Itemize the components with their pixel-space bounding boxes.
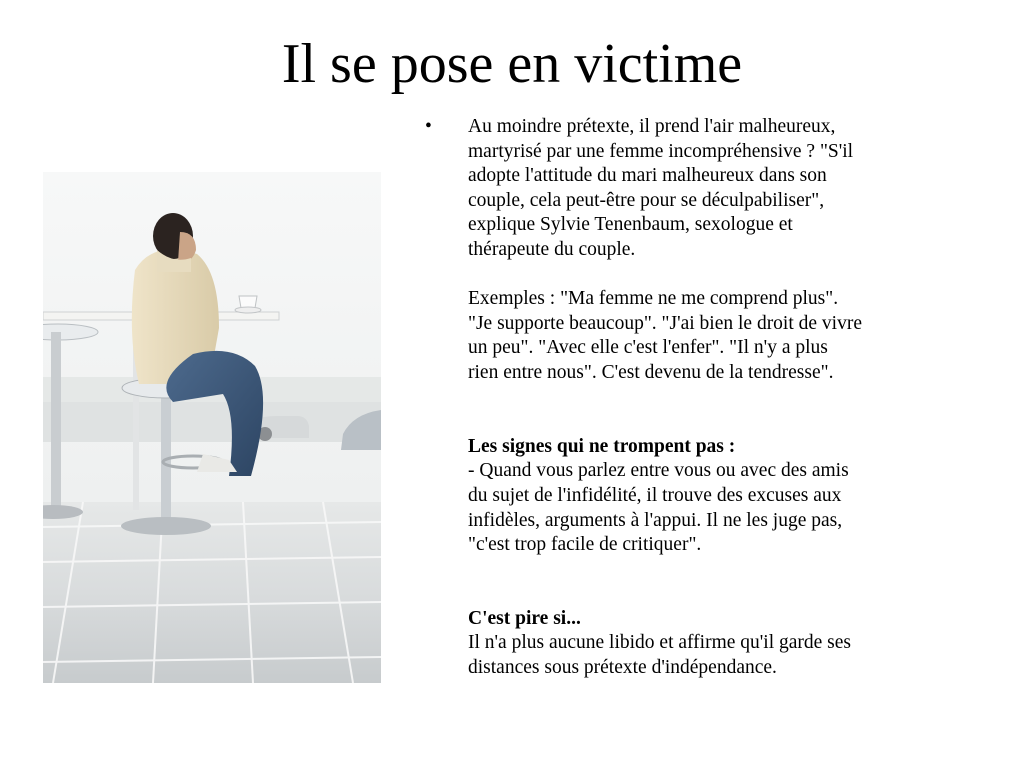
tiled-floor <box>43 502 381 683</box>
signs-section <box>468 410 938 558</box>
examples-paragraph: Exemples : "Ma femme ne me comprend plus". "Je supporte beaucoup". "J'ai bien le droit de vivre un peu". "Avec elle c'est l'enfer". "Il n'y a plus rien entre nous". C'est devenu de la tendresse". <box>468 288 862 383</box>
coffee-cup <box>239 296 257 308</box>
signs-heading: Les signes qui ne trompent pas : <box>468 435 736 457</box>
man-on-stool-photo <box>43 172 381 683</box>
worse-text: Il n'a plus aucune libido et affirme qu'il garde ses distances sous prétexte d'indépendance. <box>468 632 852 679</box>
slide-body <box>425 115 945 681</box>
worse-section <box>468 582 938 680</box>
worse-heading: C'est pire si... <box>468 607 581 629</box>
bullet-marker: • <box>425 116 432 137</box>
photo-illustration <box>43 172 381 683</box>
stool-base <box>121 517 211 535</box>
bullet-body <box>468 115 938 681</box>
slide-title: Il se pose en victime <box>281 33 743 95</box>
signs-text: - Quand vous parlez entre vous ou avec des amis du sujet de l'infidélité, il trouve des excuses aux infidèles, arguments à l'appui. Il ne les juge pas, "c'est trop facile de critiquer". <box>468 460 849 556</box>
intro-paragraph: Au moindre prétexte, il prend l'air malheureux, martyrisé par une femme incompréhensive ? "S'il adopte l'attitude du mari malheureux dans son couple, cela peut-être pour se déculpabiliser", explique Sylvie Tenenbaum, sexologue et thérapeute du couple. <box>468 116 854 260</box>
